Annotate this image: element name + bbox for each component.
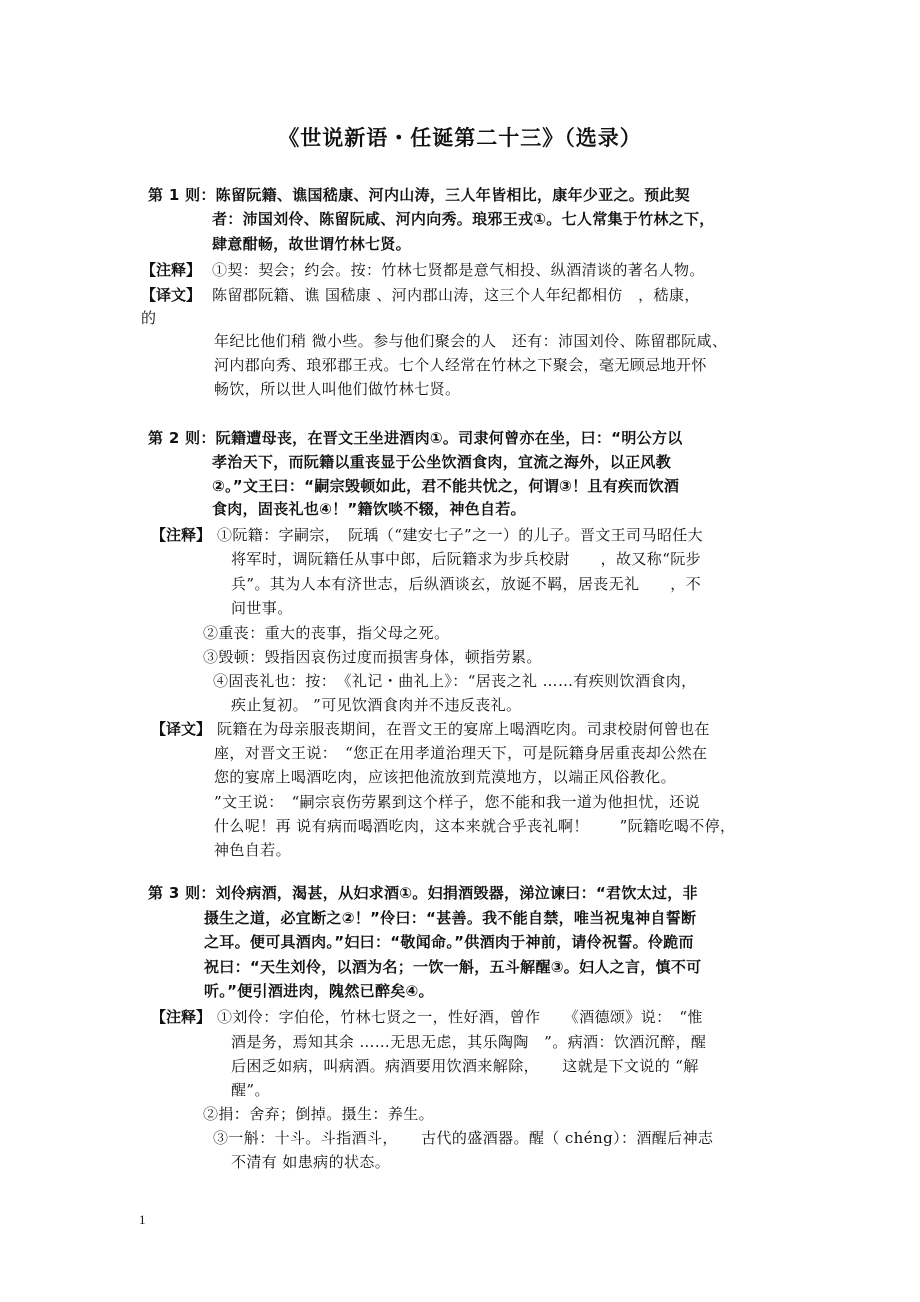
s2-note-1-line-3: 兵”。其为人本有济世志，后纵酒谈玄，放诞不羁，居丧无礼 ，不 [231,575,702,593]
s2-translation-label: 【译文】 [151,720,212,738]
s1-line-2: 者：沛国刘伶、陈留阮咸、河内向秀。琅邪王戎①。七人常集于竹林之下， [212,210,715,228]
s1-note-label: 【注释】 [141,261,202,279]
s3-line-4: 祝曰：“天生刘伶，以酒为名；一饮一斛，五斗解醒③。妇人之言，慎不可 [204,958,702,976]
s3-line-1: 第 3 则：刘伶病酒，渴甚，从妇求酒①。妇捐酒毁器，涕泣谏曰：“君饮太过，非 [148,884,698,902]
s2-note-3: ③毁顿：毁指因哀伤过度而损害身体，顿指劳累。 [203,648,542,666]
s3-note-1-line-2: 酒是务，焉知其余 ……无思无虑，其乐陶陶 ”。病酒：饮酒沉醉，醒 [231,1033,707,1051]
s2-note-1-line-1: ①阮籍：字嗣宗， 阮瑀（“建安七子”之一）的儿子。晋文王司马昭任大 [217,526,704,544]
page-number: 1 [139,1212,146,1227]
s1-translation-line-1: 陈留郡阮籍、谯 国嵇康 、河内郡山涛，这三个人年纪都相仿 ，嵇康， [212,286,700,304]
s2-line-1: 第 2 则：阮籍遭母丧，在晋文王坐进酒肉①。司隶何曾亦在坐，曰：“明公方以 [148,429,683,447]
s2-note-4-line-1: ④固丧礼也：按： 《礼记・曲礼上》：“居丧之礼 ……有疾则饮酒食肉， [213,672,697,690]
page-title: 《世说新语・任诞第二十三》（选录） [278,126,642,150]
s2-note-1-line-2: 将军时，调阮籍任从事中郎，后阮籍求为步兵校尉 ，故又称“阮步 [231,550,702,568]
s3-line-5: 听。”便引酒进肉，隗然已醉矣④。 [204,982,434,1000]
s2-line-3: ②。”文王曰：“嗣宗毁顿如此，君不能共忧之，何谓③！且有疾而饮酒 [212,477,680,495]
s3-note-1-line-1: ①刘伶：字伯伦，竹林七贤之一，性好酒，曾作 《酒德颂》说： “惟 [217,1008,703,1026]
s1-line-3: 肆意酣畅，故世谓竹林七贤。 [212,235,411,253]
s3-note-3-line-2: 不清有 如患病的状态。 [231,1153,391,1171]
s1-note-text: ①契：契会；约会。按：竹林七贤都是意气相投、纵酒清谈的著名人物。 [212,261,705,279]
s3-note-2: ②捐：舍弃；倒掉。摄生：养生。 [203,1105,435,1123]
s3-note-1-line-3: 后困乏如病，叫病酒。病酒要用饮酒来解除， 这就是下文说的 “解 [231,1057,699,1075]
s3-line-3: 之耳。便可具酒肉。”妇曰：“敬闻命。”供酒肉于神前，请伶祝誓。伶跪而 [204,933,694,951]
s1-translation-line-2: 年纪比他们稍 微小些。参与他们聚会的人 还有：沛国刘伶、陈留郡阮咸、 [214,332,728,350]
s3-note-3-line-1: ③一斛：十斗。斗指酒斗， 古代的盛酒器。醒（ chéng）：酒醒后神志 [213,1129,714,1147]
s2-line-4: 食肉，固丧礼也④！”籍饮啖不辍，神色自若。 [212,500,526,518]
s3-note-label: 【注释】 [151,1008,212,1026]
s2-translation-line-5: 什么呢！再 说有病而喝酒吃肉，这本来就合乎丧礼啊！ ”阮籍吃喝不停， [214,817,736,835]
s2-line-2: 孝治天下，而阮籍以重丧显于公坐饮酒食肉，宜流之海外，以正风教 [212,453,672,471]
s2-translation-line-1: 阮籍在为母亲服丧期间，在晋文王的宴席上喝酒吃肉。司隶校尉何曾也在 [217,720,710,738]
s2-translation-line-4: ”文王说： “嗣宗哀伤劳累到这个样子，您不能和我一道为他担忧，还说 [214,793,701,811]
s2-note-1-line-4: 问世事。 [231,599,293,617]
s1-line-1: 第 1 则：陈留阮籍、谯国嵇康、河内山涛，三人年皆相比，康年少亚之。预此契 [148,186,690,204]
s1-translation-de: 的 [141,309,157,327]
s1-translation-line-4: 畅饮，所以世人叫他们做竹林七贤。 [214,380,461,398]
s1-translation-label: 【译文】 [141,286,202,304]
s3-line-2: 摄生之道，必宜断之②！”伶曰：“甚善。我不能自禁，唯当祝鬼神自誓断 [204,909,697,927]
s2-translation-line-2: 座，对晋文王说： “您正在用孝道治理天下，可是阮籍身居重丧却公然在 [214,744,708,762]
s2-translation-line-3: 您的宴席上喝酒吃肉，应该把他流放到荒漠地方，以端正风俗教化。 [214,768,677,786]
s1-translation-line-3: 河内郡向秀、琅邪郡王戎。七个人经常在竹林之下聚会，毫无顾忌地开怀 [214,356,707,374]
s2-note-4-line-2: 疾止复初。 ”可见饮酒食肉并不违反丧礼。 [231,696,522,714]
s2-note-label: 【注释】 [151,526,212,544]
s3-note-1-line-4: 醒”。 [231,1081,270,1099]
s2-translation-line-6: 神色自若。 [214,841,292,859]
s2-note-2: ②重丧：重大的丧事，指父母之死。 [203,624,450,642]
